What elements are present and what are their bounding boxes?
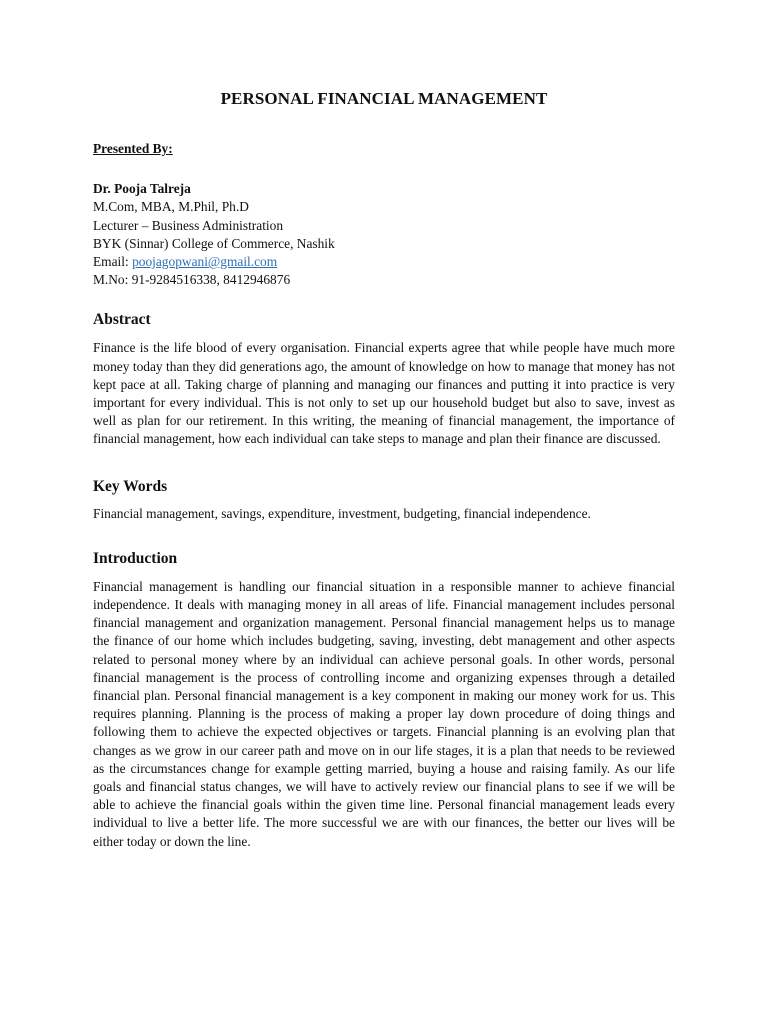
introduction-heading: Introduction: [93, 549, 178, 567]
author-email-line: [93, 253, 675, 271]
introduction-text: Financial management is handling our financial situation in a responsible manner to achieve financial independence. It deals with managing money in all areas of life. Financial management includes personal financial management and organization management. Personal financial management helps us to manage the finance of our home which includes budgeting, saving, investing, debt management and other aspects related to personal money where by an individual can achieve personal goals. In other words, personal financial management is the process of controlling income and organizing expenses through a detailed financial plan. Personal financial management is a key component in making our money work for us. This requires planning. Planning is the process of making a proper lay down procedure of doing things and following them to achieve the expected objectives or targets. Financial planning is an evolving plan that changes as we grow in our career path and move on in our life stages, it is a plan that needs to be reviewed as the circumstances change for example getting married, buying a house and raising family. As our life goals and financial status changes, we will have to actively review our financial plans to see if we will be able to achieve the financial goals within the given time line. Personal financial management leads every individual to live a better life. The more successful we are with our finances, the better our lives will be either today or down the line.: [93, 578, 675, 849]
email-link[interactable]: poojagopwani@gmail.com: [132, 254, 278, 270]
presented-by-label: Presented By:: [93, 141, 173, 156]
author-block: [93, 180, 675, 289]
author-position: Lecturer – Business Administration: [93, 217, 284, 233]
author-institution: BYK (Sinnar) College of Commerce, Nashik: [93, 235, 335, 251]
email-label: Email:: [93, 254, 133, 270]
keywords-heading: Key Words: [93, 477, 168, 495]
abstract-heading: Abstract: [93, 311, 151, 329]
page-title: PERSONAL FINANCIAL MANAGEMENT: [220, 89, 548, 108]
author-phone: M.No: 91-9284516338, 8412946876: [93, 272, 291, 288]
author-name: Dr. Pooja Talreja: [93, 181, 191, 197]
author-degrees: M.Com, MBA, M.Phil, Ph.D: [93, 199, 249, 215]
abstract-text: Finance is the life blood of every organisation. Financial experts agree that while people have much more money today than they did generations ago, the amount of knowledge on how to manage that money has not kept pace at all. Taking charge of planning and managing our finances and putting it into practice is very important for every individual. This is not only to set up our household budget but also to save, invest as well as plan for our retirement. In this writing, the meaning of financial management, the importance of financial management, how each individual can take steps to manage and plan their finance are discussed.: [93, 340, 675, 447]
keywords-text: Financial management, savings, expenditure, investment, budgeting, financial independence.: [93, 505, 591, 521]
